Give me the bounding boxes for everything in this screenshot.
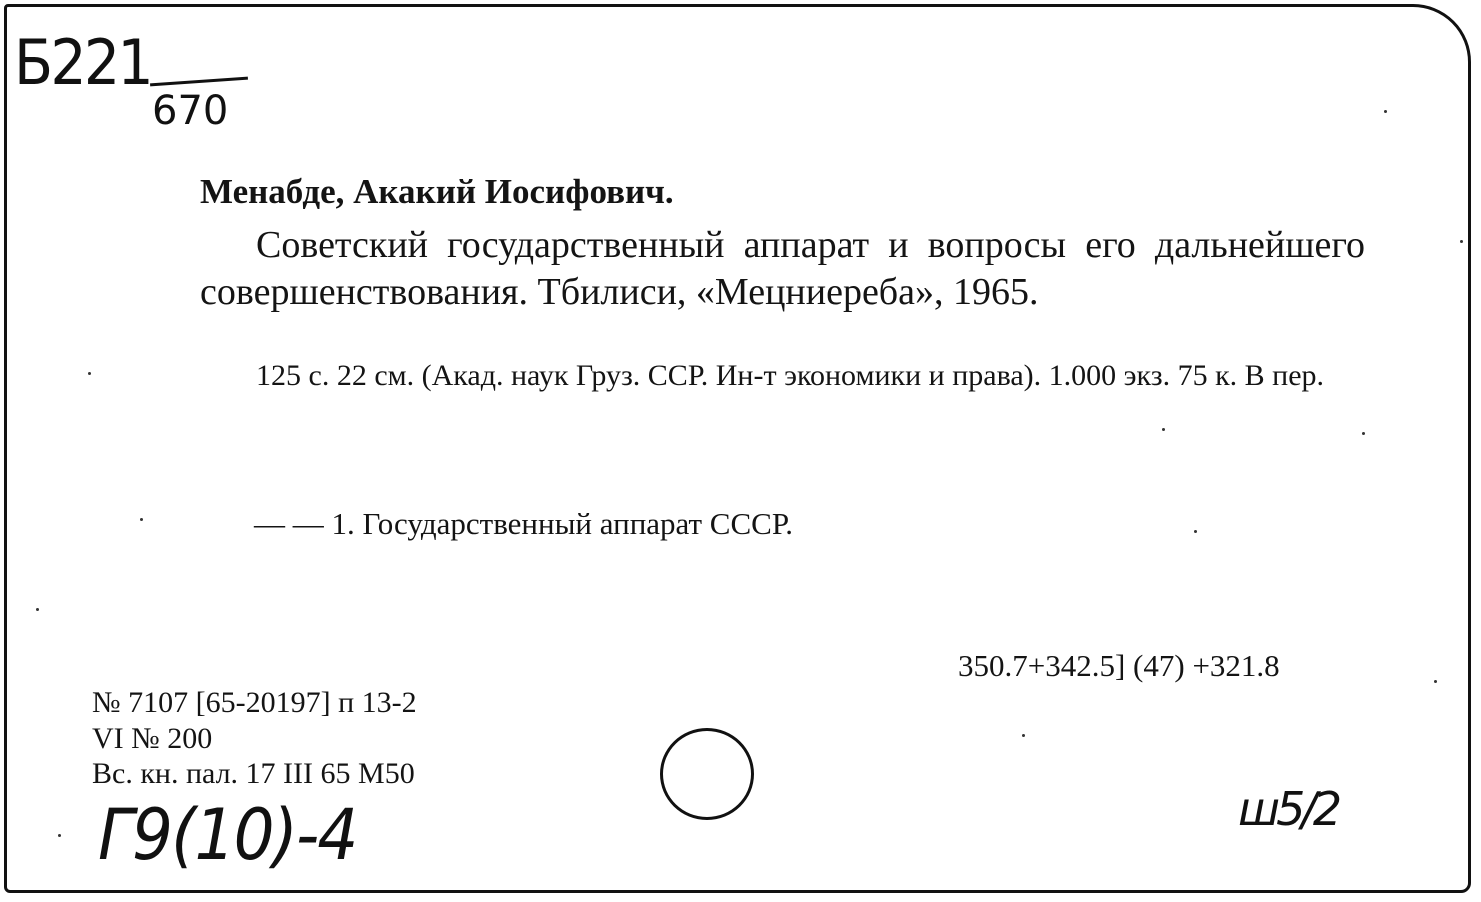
subject-heading: — — 1. Государственный аппарат СССР.	[254, 506, 793, 541]
scan-speck	[140, 518, 143, 521]
scan-speck	[1460, 240, 1463, 243]
handwritten-note: ш5/2	[1238, 782, 1339, 836]
registration-line-2: VI № 200	[92, 722, 213, 755]
scan-speck	[1434, 680, 1437, 683]
registration-line-1: № 7107 [65-20197] п 13-2	[92, 686, 417, 719]
handwritten-call-number: Б221	[14, 26, 151, 99]
scan-speck	[1362, 432, 1365, 435]
scan-speck	[1162, 428, 1165, 431]
scan-speck	[1194, 530, 1197, 533]
scan-speck	[88, 372, 91, 375]
registration-line-3: Вс. кн. пал. 17 III 65 М50	[92, 757, 415, 790]
scan-speck	[1022, 734, 1025, 737]
scan-speck	[1384, 110, 1387, 113]
scan-speck	[58, 834, 61, 837]
handwritten-subnumber: 670	[152, 88, 229, 134]
stamp-circle	[660, 728, 754, 820]
scan-speck	[36, 608, 39, 611]
author-heading: Менабде, Акакий Иосифович.	[200, 172, 674, 211]
collation-note: 125 с. 22 см. (Акад. наук Груз. ССР. Ин-т экономики и права). 1.000 экз. 75 к. В пер.	[256, 359, 1325, 392]
handwritten-shelf-mark: Г9(10)-4	[98, 794, 357, 876]
classification-index: 350.7+342.5] (47) +321.8	[958, 648, 1280, 683]
title-description: Советский государственный аппарат и вопросы его дальнейшего совершенствования. Тбилиси, «Мецниереба», 1965.	[200, 224, 1365, 313]
